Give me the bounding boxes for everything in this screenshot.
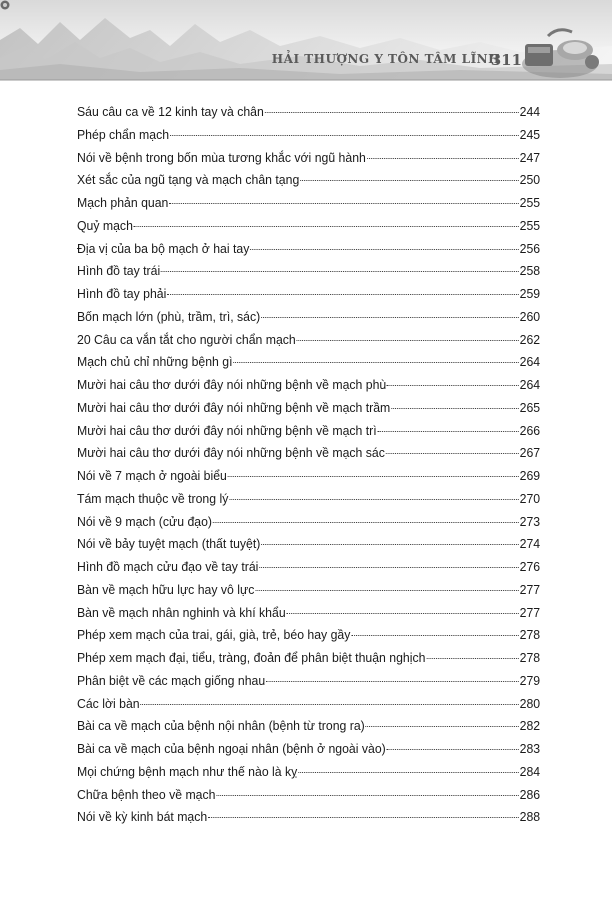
toc-entry xyxy=(77,670,540,693)
toc-entry-page: 283 xyxy=(519,741,541,756)
toc-entry-title: Bàn về mạch nhân nghinh và khí khẩu xyxy=(77,604,286,620)
toc-entry xyxy=(77,715,540,738)
dot-leader xyxy=(426,658,518,659)
toc-entry-title: Phép xem mạch đại, tiểu, tràng, đoản để phân biệt thuận nghịch xyxy=(77,650,426,665)
bullet-separator-icon xyxy=(0,0,10,10)
toc-entry-title: Mạch phản quan xyxy=(77,195,169,210)
toc-entry-page: 256 xyxy=(519,240,541,256)
dot-leader xyxy=(169,203,518,204)
toc-entry-title: Địa vị của ba bộ mạch ở hai tay xyxy=(77,240,250,256)
toc-entry-title: Bàn về mạch hữu lực hay vô lực xyxy=(77,581,255,597)
toc-entry-page: 282 xyxy=(519,718,541,734)
toc-entry-page: 267 xyxy=(519,445,541,461)
dot-leader xyxy=(261,544,518,545)
toc-entry-page: 266 xyxy=(519,422,541,438)
toc-entry xyxy=(77,602,540,625)
dot-leader xyxy=(255,590,518,591)
dot-leader xyxy=(134,226,519,227)
toc-entry-title: Phép chẩn mạch xyxy=(77,126,170,142)
toc-entry xyxy=(77,556,540,579)
toc-entry xyxy=(77,420,540,443)
toc-entry-title: Quỷ mạch xyxy=(77,217,133,233)
toc-entry-title: Sáu câu ca về 12 kinh tay và chân xyxy=(77,104,264,119)
table-of-contents xyxy=(77,101,540,829)
toc-entry-page: 255 xyxy=(519,217,541,233)
page-number: 311 xyxy=(490,51,522,69)
toc-entry-page: 274 xyxy=(519,536,541,552)
dot-leader xyxy=(233,362,518,363)
toc-entry xyxy=(77,647,540,670)
toc-entry xyxy=(77,784,540,807)
dot-leader xyxy=(141,704,519,705)
toc-entry-title: Chữa bệnh theo về mạch xyxy=(77,786,216,802)
page-header xyxy=(0,0,612,92)
toc-entry-title: Mười hai câu thơ dưới đây nói những bệnh về mạch phù xyxy=(77,377,387,392)
dot-leader xyxy=(250,249,518,250)
dot-leader xyxy=(216,795,518,796)
toc-entry xyxy=(77,169,540,192)
dot-leader xyxy=(261,317,519,318)
dot-leader xyxy=(367,158,519,159)
toc-entry xyxy=(77,624,540,647)
toc-entry-page: 264 xyxy=(519,377,541,392)
toc-entry xyxy=(77,260,540,283)
toc-entry-title: Tám mạch thuộc về trong lý xyxy=(77,490,229,506)
toc-entry xyxy=(77,215,540,238)
toc-entry xyxy=(77,806,540,829)
toc-entry-title: Nói về 9 mạch (cửu đạo) xyxy=(77,513,213,529)
toc-entry xyxy=(77,147,540,170)
toc-entry-page: 279 xyxy=(519,672,541,688)
dot-leader xyxy=(387,385,519,386)
toc-entry-page: 278 xyxy=(519,650,541,665)
toc-entry-title: Nói về bảy tuyệt mạch (thất tuyệt) xyxy=(77,536,261,552)
dot-leader xyxy=(297,340,519,341)
running-head: HẢI THƯỢNG Y TÔN TÂM LĨNH xyxy=(271,52,500,66)
toc-entry xyxy=(77,351,540,374)
toc-entry-page: 270 xyxy=(519,490,541,506)
dot-leader xyxy=(228,476,519,477)
toc-entry-page: 258 xyxy=(519,263,541,279)
dot-leader xyxy=(208,817,519,818)
dot-leader xyxy=(265,112,519,113)
toc-entry-title: Phân biệt về các mạch giống nhau xyxy=(77,672,266,688)
toc-entry-page: 262 xyxy=(519,331,541,347)
toc-entry xyxy=(77,761,540,784)
toc-entry xyxy=(77,238,540,261)
toc-entry-page: 288 xyxy=(519,809,541,825)
toc-entry xyxy=(77,283,540,306)
toc-entry xyxy=(77,397,540,420)
toc-entry-title: 20 Câu ca vắn tắt cho người chẩn mạch xyxy=(77,331,296,347)
dot-leader xyxy=(259,567,518,568)
toc-entry-page: 255 xyxy=(519,195,541,210)
toc-entry-page: 265 xyxy=(519,399,541,415)
dot-leader xyxy=(298,772,519,773)
toc-entry-title: Mười hai câu thơ dưới đây nói những bệnh về mạch trầm xyxy=(77,399,391,415)
dot-leader xyxy=(161,271,519,272)
toc-entry xyxy=(77,511,540,534)
toc-entry xyxy=(77,124,540,147)
toc-entry-page: 269 xyxy=(519,468,541,483)
toc-entry-title: Hình đồ tay phải xyxy=(77,286,167,301)
toc-entry xyxy=(77,533,540,556)
toc-entry-title: Phép xem mạch của trai, gái, già, trẻ, béo hay gầy xyxy=(77,627,351,643)
toc-entry-title: Bài ca về mạch của bệnh nội nhân (bệnh từ trong ra) xyxy=(77,718,365,734)
toc-entry-page: 247 xyxy=(519,149,541,165)
toc-entry xyxy=(77,738,540,761)
dot-leader xyxy=(167,294,518,295)
dot-leader xyxy=(387,749,519,750)
toc-entry xyxy=(77,374,540,397)
dot-leader xyxy=(378,431,519,432)
toc-entry-page: 264 xyxy=(519,354,541,370)
toc-entry xyxy=(77,192,540,215)
toc-entry-title: Mười hai câu thơ dưới đây nói những bệnh về mạch sác xyxy=(77,445,385,461)
toc-entry-page: 278 xyxy=(519,627,541,643)
toc-entry-title: Mạch chủ chỉ những bệnh gì xyxy=(77,354,233,370)
toc-entry-title: Nói về kỳ kinh bát mạch xyxy=(77,809,208,825)
toc-entry-page: 273 xyxy=(519,513,541,529)
toc-entry-title: Mười hai câu thơ dưới đây nói những bệnh về mạch trì xyxy=(77,422,377,438)
dot-leader xyxy=(366,726,519,727)
toc-entry xyxy=(77,101,540,124)
toc-entry-title: Nói về 7 mạch ở ngoài biểu xyxy=(77,468,227,483)
toc-entry-title: Xét sắc của ngũ tạng và mạch chân tạng xyxy=(77,172,300,188)
toc-entry-page: 244 xyxy=(519,104,541,119)
toc-entry-page: 280 xyxy=(519,695,541,711)
toc-entry xyxy=(77,579,540,602)
dot-leader xyxy=(391,408,519,409)
toc-entry-title: Hình đồ tay trái xyxy=(77,263,161,279)
toc-entry-page: 277 xyxy=(519,604,541,620)
toc-entry xyxy=(77,442,540,465)
toc-entry-title: Mọi chứng bệnh mạch như thế nào là kỵ xyxy=(77,763,298,779)
mountain-landscape-banner xyxy=(0,0,612,92)
toc-entry xyxy=(77,693,540,716)
toc-entry-page: 250 xyxy=(519,172,541,188)
toc-entry-page: 260 xyxy=(519,308,541,324)
toc-entry-title: Hình đồ mạch cửu đạo về tay trái xyxy=(77,559,259,574)
toc-entry-page: 286 xyxy=(519,786,541,802)
toc-entry xyxy=(77,306,540,329)
toc-entry-title: Nói về bệnh trong bốn mùa tương khắc với ngũ hành xyxy=(77,149,366,165)
dot-leader xyxy=(351,635,518,636)
dot-leader xyxy=(386,453,519,454)
dot-leader xyxy=(229,499,518,500)
toc-entry-page: 276 xyxy=(519,559,541,574)
toc-entry xyxy=(77,488,540,511)
dot-leader xyxy=(266,681,519,682)
toc-entry-title: Các lời bàn xyxy=(77,695,140,711)
toc-entry-page: 259 xyxy=(519,286,541,301)
toc-entry-title: Bài ca về mạch của bệnh ngoại nhân (bệnh ở ngoài vào) xyxy=(77,741,386,756)
dot-leader xyxy=(300,180,519,181)
toc-entry-page: 277 xyxy=(519,581,541,597)
toc-entry xyxy=(77,465,540,488)
toc-entry xyxy=(77,329,540,352)
dot-leader xyxy=(287,613,519,614)
dot-leader xyxy=(213,522,519,523)
toc-entry-page: 245 xyxy=(519,126,541,142)
toc-entry-page: 284 xyxy=(519,763,541,779)
dot-leader xyxy=(170,135,519,136)
toc-entry-title: Bốn mạch lớn (phù, trầm, trì, sác) xyxy=(77,308,261,324)
